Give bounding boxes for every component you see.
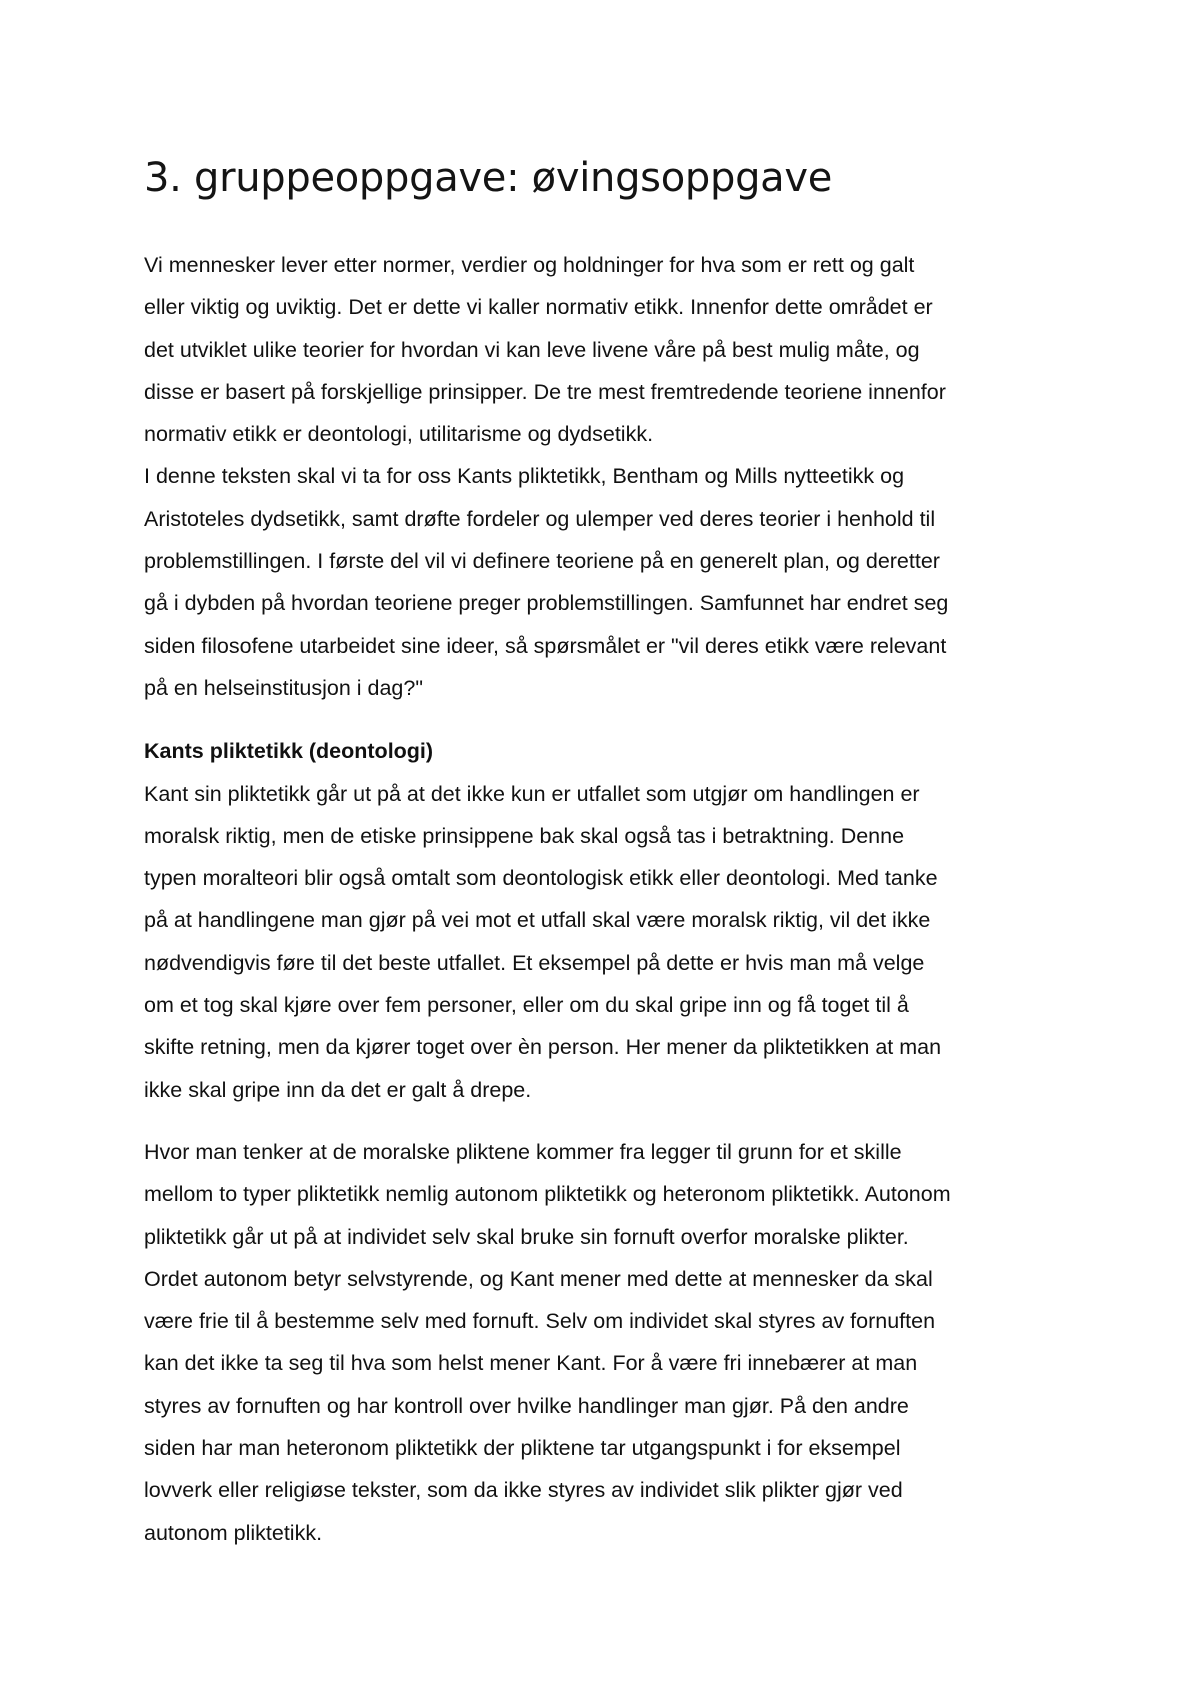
text-line: lovverk eller religiøse tekster, som da ikke styres av individet slik plikter gjør ved	[144, 1478, 903, 1503]
text-line: siden filosofene utarbeidet sine ideer, så spørsmålet er "vil deres etikk være relevant	[144, 633, 947, 658]
document-content	[144, 150, 1064, 1554]
text-line: kan det ikke ta seg til hva som helst mener Kant. For å være fri innebærer at man	[144, 1351, 918, 1376]
text-line: være frie til å bestemme selv med fornuft. Selv om individet skal styres av fornuften	[144, 1309, 936, 1334]
text-line: disse er basert på forskjellige prinsipper. De tre mest fremtredende teoriene innenfor	[144, 379, 946, 404]
text-line: styres av fornuften og har kontroll over hvilke handlinger man gjør. På den andre	[144, 1393, 909, 1418]
text-line: I denne teksten skal vi ta for oss Kants pliktetikk, Bentham og Mills nytteetikk og	[144, 464, 905, 489]
text-line: om et tog skal kjøre over fem personer, eller om du skal gripe inn og få toget til å	[144, 993, 909, 1018]
text-line: autonom pliktetikk.	[144, 1520, 323, 1545]
text-line: det utviklet ulike teorier for hvordan vi kan leve livene våre på best mulig måte, og	[144, 337, 920, 362]
text-line: problemstillingen. I første del vil vi definere teoriene på en generelt plan, og deretter	[144, 549, 940, 574]
text-line: gå i dybden på hvordan teoriene preger problemstillingen. Samfunnet har endret seg	[144, 591, 949, 616]
text-line: moralsk riktig, men de etiske prinsippene bak skal også tas i betraktning. Denne	[144, 823, 905, 848]
intro-paragraph	[144, 244, 1064, 709]
text-line: normativ etikk er deontologi, utilitarisme og dydsetikk.	[144, 422, 654, 447]
document-title: 3. gruppeoppgave: øvingsoppgave	[144, 155, 833, 201]
text-line: på en helseinstitusjon i dag?"	[144, 675, 423, 700]
text-line: typen moralteori blir også omtalt som deontologisk etikk eller deontologi. Med tanke	[144, 866, 938, 891]
text-line: Vi mennesker lever etter normer, verdier og holdninger for hva som er rett og galt	[144, 253, 915, 277]
text-line: siden har man heteronom pliktetikk der pliktene tar utgangspunkt i for eksempel	[144, 1436, 901, 1461]
kant-paragraph-2	[144, 1131, 1064, 1554]
text-line: mellom to typer pliktetikk nemlig autonom pliktetikk og heteronom pliktetikk. Autonom	[144, 1182, 951, 1207]
kant-paragraph-1	[144, 773, 1064, 1111]
text-line: eller viktig og uviktig. Det er dette vi kaller normativ etikk. Innenfor dette området er	[144, 295, 933, 320]
text-line: Hvor man tenker at de moralske pliktene kommer fra legger til grunn for et skille	[144, 1139, 902, 1164]
text-line: skifte retning, men da kjører toget over èn person. Her mener da pliktetikken at man	[144, 1035, 942, 1060]
text-line: på at handlingene man gjør på vei mot et utfall skal være moralsk riktig, vil det ikke	[144, 908, 931, 933]
section-heading-kant: Kants pliktetikk (deontologi)	[144, 739, 434, 764]
text-line: Ordet autonom betyr selvstyrende, og Kant mener med dette at mennesker da skal	[144, 1266, 933, 1291]
text-line: ikke skal gripe inn da det er galt å drepe.	[144, 1077, 532, 1102]
text-line: Aristoteles dydsetikk, samt drøfte fordeler og ulemper ved deres teorier i henhold til	[144, 506, 936, 531]
text-line: Kant sin pliktetikk går ut på at det ikke kun er utfallet som utgjør om handlingen er	[144, 781, 920, 806]
text-line: nødvendigvis føre til det beste utfallet. Et eksempel på dette er hvis man må velge	[144, 950, 925, 975]
text-line: pliktetikk går ut på at individet selv skal bruke sin fornuft overfor moralske plikter.	[144, 1224, 909, 1249]
